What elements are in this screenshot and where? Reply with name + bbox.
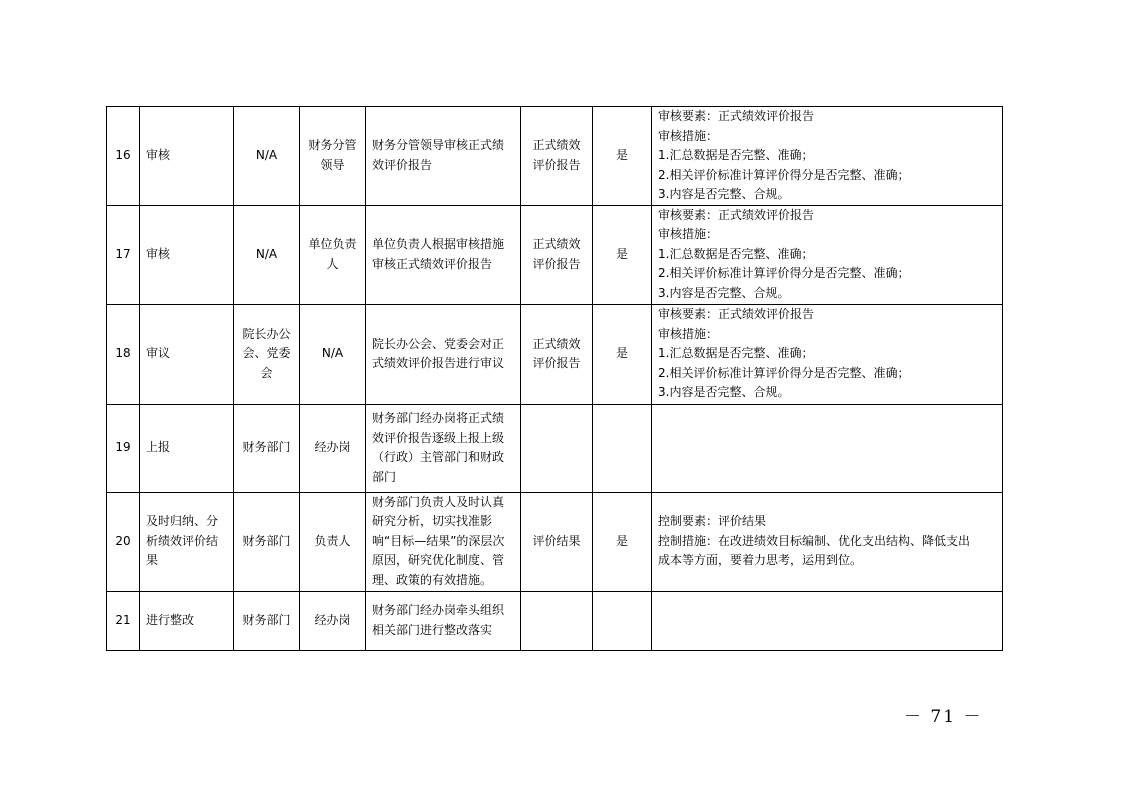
control-description <box>652 107 1003 206</box>
control-line: 审核要素：正式绩效评价报告 <box>658 207 815 222</box>
control-line: 1.汇总数据是否完整、准确； <box>658 148 814 162</box>
control-description <box>652 404 1003 492</box>
control-line: 审核措施： <box>658 326 719 341</box>
control-line: 成本等方面，要着力思考，运用到位。 <box>658 553 863 568</box>
output-document <box>521 591 593 650</box>
position: N/A <box>300 304 366 404</box>
key-control-flag: 是 <box>593 492 652 591</box>
key-control-flag: 是 <box>593 304 652 404</box>
control-description <box>652 205 1003 304</box>
table-row <box>107 107 1003 206</box>
step-description: 单位负责人根据审核措施审核正式绩效评价报告 <box>366 205 521 304</box>
step-description: 院长办公会、党委会对正式绩效评价报告进行审议 <box>366 304 521 404</box>
output-document: 正式绩效评价报告 <box>521 205 593 304</box>
control-line: 2.相关评价标准计算评价得分是否完整、准确； <box>658 266 910 281</box>
table-row <box>107 404 1003 492</box>
control-description <box>652 304 1003 404</box>
table-row <box>107 492 1003 591</box>
department: 财务部门 <box>234 591 300 650</box>
table-row <box>107 304 1003 404</box>
position: 负责人 <box>300 492 366 591</box>
key-control-flag: 是 <box>593 107 652 206</box>
step-name: 及时归纳、分析绩效评价结果 <box>140 492 234 591</box>
output-document: 正式绩效评价报告 <box>521 107 593 206</box>
control-line: 3.内容是否完整、合规。 <box>658 285 790 300</box>
department: 院长办公会、党委会 <box>234 304 300 404</box>
control-line: 控制措施：在改进绩效目标编制、优化支出结构、降低支出 <box>658 533 971 548</box>
row-number: 17 <box>107 205 140 304</box>
control-line: 2.相关评价标准计算评价得分是否完整、准确； <box>658 167 910 182</box>
control-line: 审核措施： <box>658 227 719 242</box>
key-control-flag <box>593 404 652 492</box>
department: 财务部门 <box>234 404 300 492</box>
department: N/A <box>234 107 300 206</box>
control-line: 审核要素：正式绩效评价报告 <box>658 307 815 322</box>
step-name: 审核 <box>140 107 234 206</box>
key-control-flag: 是 <box>593 205 652 304</box>
step-description: 财务分管领导审核正式绩效评价报告 <box>366 107 521 206</box>
step-name: 上报 <box>140 404 234 492</box>
control-description <box>652 591 1003 650</box>
department: 财务部门 <box>234 492 300 591</box>
step-description: 财务部门负责人及时认真研究分析，切实找准影响“目标—结果”的深层次原因，研究优化制度、管理、政策的有效措施。 <box>366 492 521 591</box>
control-description <box>652 492 1003 591</box>
step-name: 审核 <box>140 205 234 304</box>
position: 经办岗 <box>300 404 366 492</box>
row-number: 20 <box>107 492 140 591</box>
output-document <box>521 404 593 492</box>
control-line: 控制要素：评价结果 <box>658 514 767 529</box>
position: 单位负责人 <box>300 205 366 304</box>
row-number: 21 <box>107 591 140 650</box>
control-line: 1.汇总数据是否完整、准确； <box>658 346 814 361</box>
step-name: 进行整改 <box>140 591 234 650</box>
control-line: 3.内容是否完整、合规。 <box>658 187 790 201</box>
process-table <box>106 106 1003 651</box>
control-line: 审核措施： <box>658 128 719 143</box>
row-number: 16 <box>107 107 140 206</box>
position: 财务分管领导 <box>300 107 366 206</box>
control-line: 3.内容是否完整、合规。 <box>658 385 790 400</box>
step-name: 审议 <box>140 304 234 404</box>
row-number: 18 <box>107 304 140 404</box>
control-line: 审核要素：正式绩效评价报告 <box>658 109 815 123</box>
position: 经办岗 <box>300 591 366 650</box>
control-line: 2.相关评价标准计算评价得分是否完整、准确； <box>658 365 910 380</box>
step-description: 财务部门经办岗牵头组织相关部门进行整改落实 <box>366 591 521 650</box>
table-row <box>107 591 1003 650</box>
control-line: 1.汇总数据是否完整、准确； <box>658 246 814 261</box>
department: N/A <box>234 205 300 304</box>
output-document: 正式绩效评价报告 <box>521 304 593 404</box>
row-number: 19 <box>107 404 140 492</box>
table-row <box>107 205 1003 304</box>
page-number: － 71 － <box>904 707 983 727</box>
step-description: 财务部门经办岗将正式绩效评价报告逐级上报上级（行政）主管部门和财政部门 <box>366 404 521 492</box>
output-document: 评价结果 <box>521 492 593 591</box>
key-control-flag <box>593 591 652 650</box>
